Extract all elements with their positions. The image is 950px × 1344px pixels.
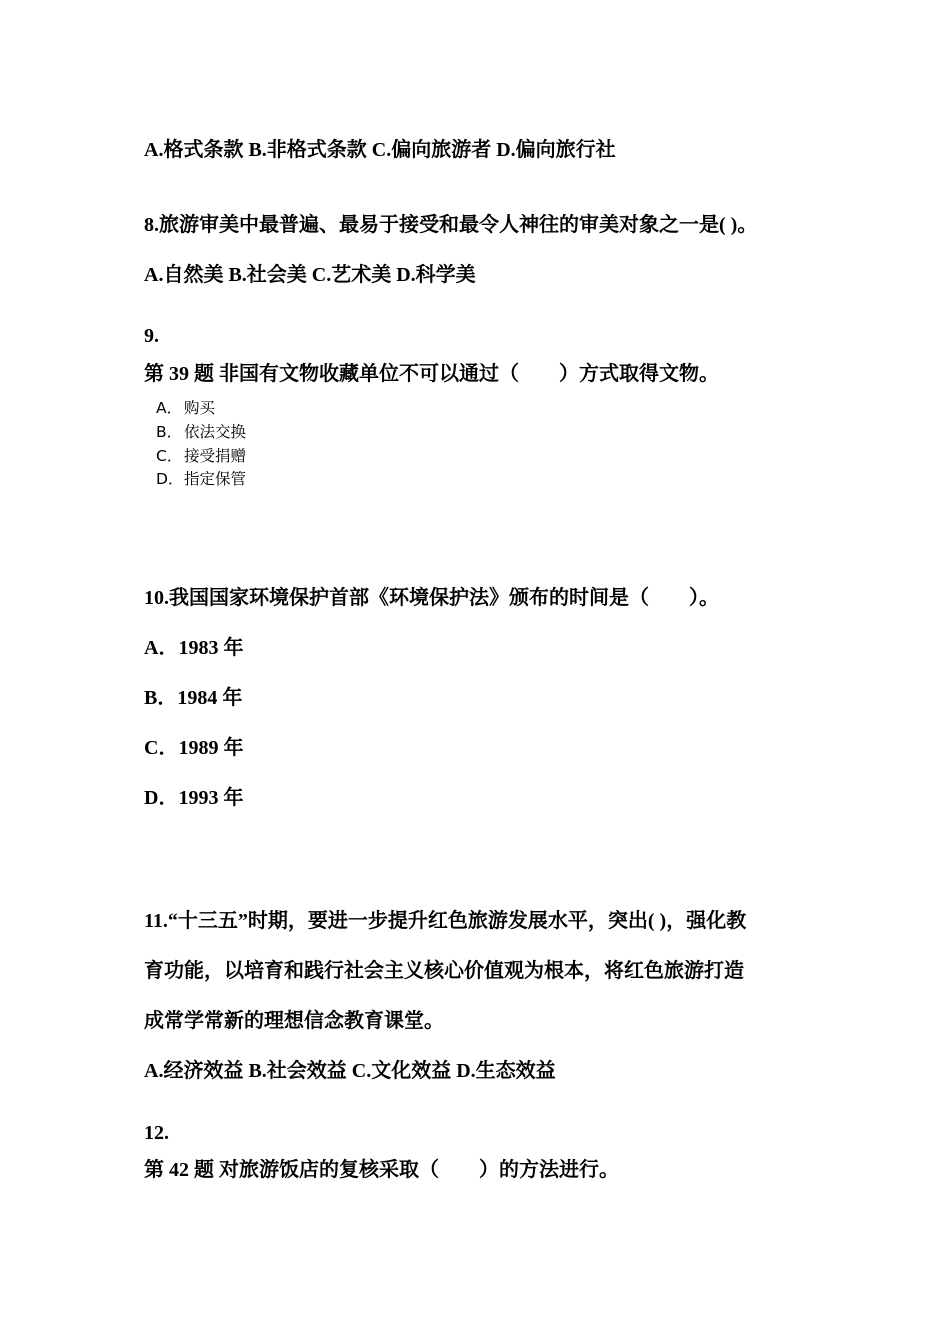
question-8-options: A.自然美 B.社会美 C.艺术美 D.科学美 — [144, 264, 476, 286]
question-9-stem: 第 39 题 非国有文物收藏单位不可以通过（ ）方式取得文物。 — [144, 363, 719, 385]
question-11-stem-line-2: 育功能，以培育和践行社会主义核心价值观为根本，将红色旅游打造 — [144, 960, 744, 982]
question-10-option-a: A．1983 年 — [144, 637, 244, 659]
option-text: 指定保管 — [184, 470, 247, 488]
option-letter: C． — [156, 447, 183, 465]
question-12-number: 12. — [144, 1122, 169, 1144]
option-letter: D． — [156, 470, 184, 488]
question-11-options: A.经济效益 B.社会效益 C.文化效益 D.生态效益 — [144, 1060, 556, 1082]
question-9-number: 9. — [144, 325, 159, 347]
option-text: 购买 — [184, 399, 216, 417]
question-8-stem: 8.旅游审美中最普遍、最易于接受和最令人神往的审美对象之一是( )。 — [144, 214, 758, 236]
question-9-option-a — [156, 398, 215, 418]
option-text: 接受捐赠 — [184, 447, 247, 465]
question-7-options: A.格式条款 B.非格式条款 C.偏向旅游者 D.偏向旅行社 — [144, 139, 616, 161]
option-letter: A． — [156, 399, 183, 417]
option-text: 依法交换 — [184, 423, 247, 441]
question-9-option-c — [156, 446, 246, 466]
question-9-option-b — [156, 422, 246, 442]
question-9-option-d — [156, 469, 246, 489]
option-letter: B． — [156, 423, 183, 441]
question-11-stem-line-1: 11.“十三五”时期，要进一步提升红色旅游发展水平，突出( )，强化教 — [144, 910, 747, 932]
question-12-stem: 第 42 题 对旅游饭店的复核采取（ ）的方法进行。 — [144, 1159, 619, 1181]
question-10-option-b: B．1984 年 — [144, 687, 243, 709]
question-10-option-d: D．1993 年 — [144, 787, 244, 809]
question-11-stem-line-3: 成常学常新的理想信念教育课堂。 — [144, 1010, 444, 1032]
question-10-option-c: C．1989 年 — [144, 737, 244, 759]
question-10-stem: 10.我国国家环境保护首部《环境保护法》颁布的时间是（ ）。 — [144, 587, 719, 609]
